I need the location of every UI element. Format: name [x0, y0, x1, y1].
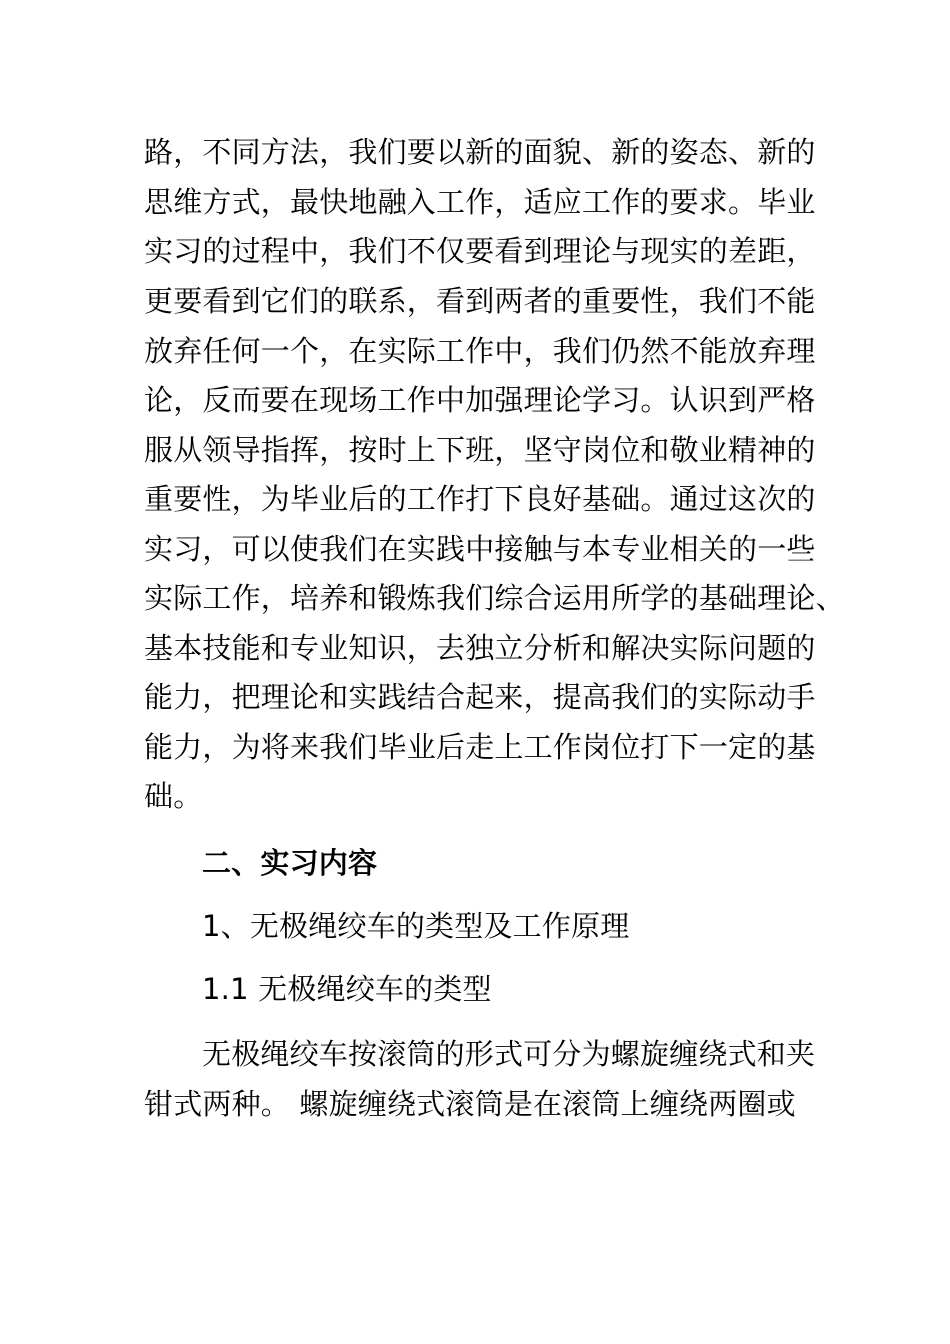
paragraph-line: 能力，为将来我们毕业后走上工作岗位打下一定的基: [144, 730, 816, 764]
paragraph-line: 思维方式，最快地融入工作，适应工作的要求。毕业: [144, 185, 816, 219]
paragraph-line: 实际工作，培养和锻炼我们综合运用所学的基础理论、: [144, 581, 845, 615]
paragraph-line: 路，不同方法，我们要以新的面貌、新的姿态、新的: [144, 135, 816, 169]
subheading-1: 1、无极绳绞车的类型及工作原理: [202, 909, 630, 943]
paragraph-line: 重要性，为毕业后的工作打下良好基础。通过这次的: [144, 482, 816, 516]
paragraph-line: 实习，可以使我们在实践中接触与本专业相关的一些: [144, 532, 816, 566]
paragraph-line: 实习的过程中，我们不仅要看到理论与现实的差距，: [144, 234, 816, 268]
paragraph-line: 能力，把理论和实践结合起来，提高我们的实际动手: [144, 680, 816, 714]
paragraph-line: 更要看到它们的联系，看到两者的重要性，我们不能: [144, 284, 816, 318]
paragraph-line: 服从领导指挥，按时上下班，坚守岗位和敬业精神的: [144, 433, 816, 467]
paragraph-line: 放弃任何一个，在实际工作中，我们仍然不能放弃理: [144, 334, 816, 368]
section-heading: 二、实习内容: [202, 846, 378, 880]
paragraph-line: 础。: [144, 779, 203, 813]
paragraph-line: 钳式两种。 螺旋缠绕式滚筒是在滚筒上缠绕两圈或: [144, 1087, 796, 1121]
paragraph-line: 基本技能和专业知识，去独立分析和解决实际问题的: [144, 631, 816, 665]
subheading-1-1: 1.1 无极绳绞车的类型: [202, 972, 492, 1006]
paragraph-line: 无极绳绞车按滚筒的形式可分为螺旋缠绕式和夹: [202, 1037, 816, 1071]
paragraph-line: 论，反而要在现场工作中加强理论学习。认识到严格: [144, 383, 816, 417]
